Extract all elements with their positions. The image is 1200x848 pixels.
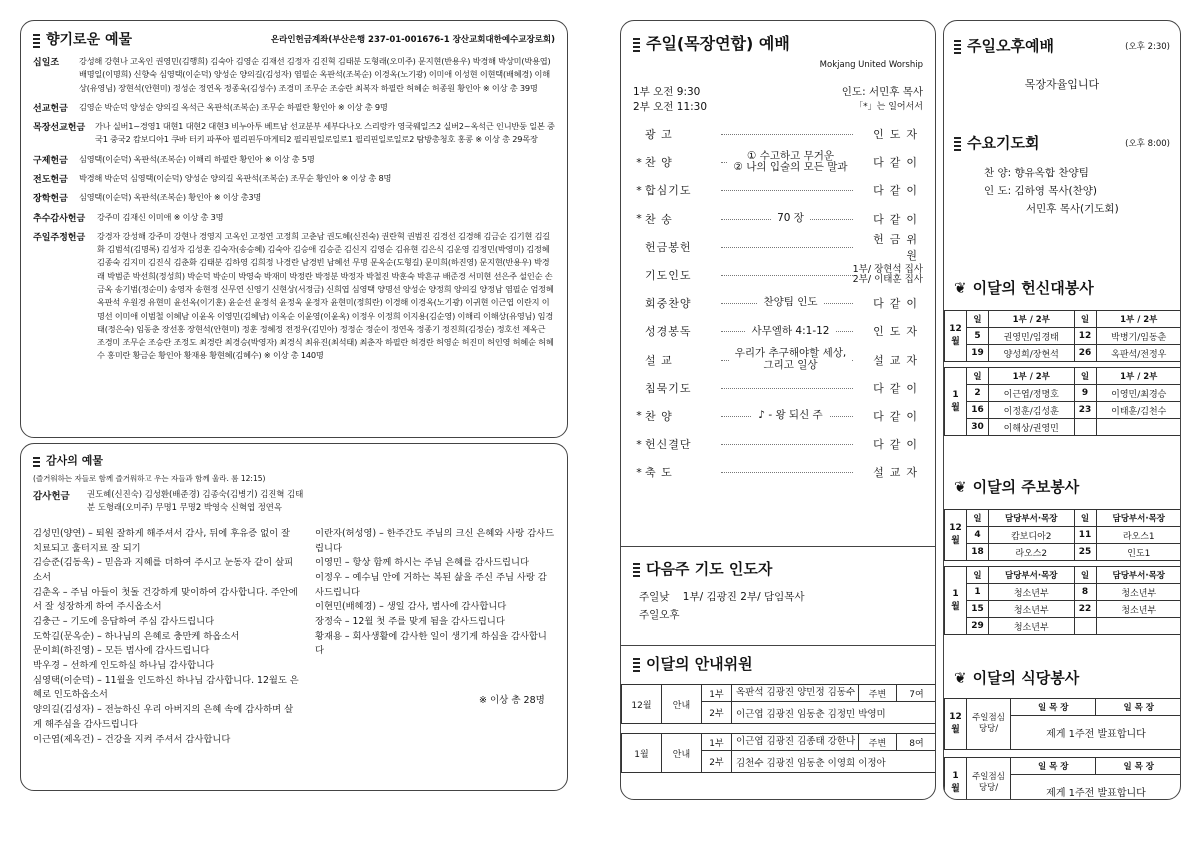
day-cell: 26 [1074,345,1096,362]
ushers-title: 이달의 안내위원 [646,655,753,673]
dots-icon [33,33,40,48]
service-star: * [636,212,642,226]
offering-label: 장학헌금 [33,194,68,205]
service-row [633,148,923,176]
service-detail-text: ① 수고하고 무거운 ② 나의 입술의 모든 말과 [727,151,853,174]
offering-label: 전도헌금 [33,174,68,185]
thanks-item: 이란자(허성영) – 한주간도 주님의 크신 은혜와 사랑 감사드립니다 [315,527,555,554]
service-leader: 설교자 [873,466,923,480]
dedication-title-wrap [944,277,1181,298]
thanks-item: 김승준(김동욱) – 믿음과 지혜를 더하여 주시고 눈동자 같이 살피소서 [33,557,294,583]
service-time-2: 2부 오전 11:30 [633,101,708,113]
next-prayer-day-text: 1부/ 김광진 2부/ 담임목사 [682,591,805,603]
thanks-item: 장정숙 – 12월 첫 주를 맞게 됨을 감사드립니다 [315,616,505,627]
table-row [945,328,1182,345]
table-row [945,402,1182,419]
assignee-cell [1096,419,1181,436]
flower-icon: ❦ [954,478,967,496]
table-row [945,544,1182,561]
service-leader: 다같이 [873,156,923,170]
service-name: 찬 양 [645,156,673,170]
usher-count: 8여 [897,734,937,751]
cafeteria-title-wrap [944,667,1181,688]
service-leader: 다같이 [873,297,923,311]
flower-icon: ❦ [954,669,967,687]
day-cell: 15 [967,601,989,618]
header-cell: 일 목 장 [1096,699,1181,716]
spacer-cell [945,750,1182,758]
header-cell: 담당부서·목장 [1096,567,1181,584]
month-cell: 1 월 [945,758,967,801]
thanks-offering-text: 권도혜(신진숙) 김성환(배준경) 김종숙(김병기) 김진혁 김태분 도형래(오미주) 무명1 무명2 박영숙 신혁엽 정연옥 [87,489,304,513]
service-leader: 다같이 [873,409,923,423]
day-cell: 8 [1074,584,1096,601]
assignee-cell: 박병기/임동춘 [1096,328,1181,345]
offering-label: 십일조 [33,58,60,68]
usher-month: 1월 [622,734,662,773]
header-cell: 일 목 장 [1096,758,1181,775]
thanks-item: 황재용 – 회사생활에 감사한 일이 생기게 하심을 감사합니다 [315,630,547,657]
thanks-item: 도학길(문옥순) – 하나님의 은혜로 충만케 하옵소서 [33,630,240,642]
cafeteria-text: 제게 1주전 발표합니다 [1011,716,1182,750]
offering-row [33,55,555,95]
assignee-cell: 이정훈/김성훈 [989,402,1075,419]
assignee-cell: 이영민/최경승 [1096,385,1181,402]
offering-row [33,172,555,185]
offering-names: 박경해 박순덕 심영택(이순덕) 양성순 양의길 옥판석(조복순) 조무순 황인아 ※ 이상 총 8명 [79,172,392,183]
offerings-panel [20,20,568,438]
table-row [945,345,1182,362]
offering-label: 구제헌금 [33,155,68,166]
service-name: 회중찬양 [645,297,692,311]
afternoon-title-wrap [954,35,1054,56]
order-of-service [633,120,923,486]
day-cell: 19 [967,345,989,362]
service-star: * [636,155,642,169]
assignee-cell: 권영민/임경태 [989,328,1075,345]
month-cell: 1 월 [945,368,967,436]
wednesday-leader: 인 도: 김하영 목사(찬양) [984,184,1098,197]
table-header-row [945,699,1182,716]
header-cell: 일 [1074,311,1096,328]
wednesday-title: 수요기도회 [967,134,1040,152]
day-cell: 5 [967,328,989,345]
table-header-row [945,510,1182,527]
ushers-title-wrap [621,653,936,674]
service-star: * [636,183,642,197]
thanks-subtitle: (즐거워하는 자들로 함께 즐거워하고 우는 자들과 함께 울라. 롬 12:15) [33,474,266,483]
wednesday-praise: 찬 양: 향유옥합 찬양팀 [984,167,1089,179]
service-name: 침묵기도 [645,381,692,395]
thanks-item: 김춘옥 – 주님 아들이 첫돌 건강하게 맞이하여 감사합니다. 주안에서 잘 성장하게 하여 주시옵소서 [33,586,298,613]
service-leader: 다같이 [873,184,923,198]
header-cell: 담당부서·목장 [989,510,1075,527]
table-header-row [945,368,1182,385]
assignee-cell: 이해상/권영민 [989,419,1075,436]
thanks-panel [20,443,568,791]
table-row [945,385,1182,402]
table-header-row [945,758,1182,775]
service-detail-text: ♪ - 왕 되신 주 [752,410,828,422]
spacer-row [945,750,1182,758]
thanks-item: 박우경 – 선하게 인도하실 하나님 감사합니다 [33,660,215,672]
thanks-item: 이현민(배혜경) – 생일 감사, 범사에 감사합니다 [315,601,507,613]
divider [621,546,936,547]
service-row [633,205,923,233]
usher-names: 김천수 김광진 임동춘 이영희 이정아 [732,751,937,773]
offering-label: 선교헌금 [33,103,68,114]
offering-row [33,120,555,147]
offering-names: 강경자 강성해 강주미 강현나 경영지 고옥인 고정연 고정희 고춘남 권도혜(신진숙) 권란혁 권범진 김경선 김경해 김금순 김기현 김길화 김범석(김명록) 김성자 김성훈 김숙자(송승혜) 김숙아 김승애 김승준 김신지 김영순 김유현 김은식 김운영 김정민(박영미) 김정혜 김종숙 김지미 김진식 김춘화 김태분 김하영 김희정 나경란 남경빈 남혜선 무명 문옥순(도형길) 문미희(하진영) 문지현(반용우) 박경래 박범준 박선희(정성희) 박순덕 박순미 박영숙 박재미 박정란 박정분 박정자 박철진 박훈숙 박흔규 배준경 서미현 선은주 설인순 손금옥 송기범(정순미) 송영자 송현정 신무연 신영기 신현상(서정금) 신희엽 심영택 양명선 양성순 양정희 양의길 양정남 염필순 엄정혜 옥판석 우원경 유현미 윤선옥(이기훈) 윤순선 윤정석 윤정욱 윤정자 윤현미(정희란) 이경해 이경옥(노기광) 이귀현 이근엽 이란지 이명선 이미애 이범철 이혜남 이윤옥 이영민(김혜남) 이옥순 이윤영(이윤옥) 이정우 이정희 이지용(김순영) 이해리 이해상(유영님) 임경태(정은숙) 임동춘 장선홍 장현석(안현미) 정훈 정혜정 전정우(김민아) 정정순 정순이 정연옥 정종기 정진희(김정순) 정호선 제옥근 조경미 조무순 조승란 조정도 최경란 최경승(박영자) 최경식 최유진(최석태) 최춘자 하필란 허경란 허영순 허진미 허인영 허혜순 허혜수 홍미란 황금순 황인아 황재용 황현혜(김혜수) ※ 이상 총 140명 [97,230,554,361]
service-row [633,233,923,261]
assignee-cell: 라오스2 [989,544,1075,561]
assignee-cell: 인도1 [1096,544,1181,561]
spacer-row [622,724,937,734]
assignee-cell: 옥판석/전정우 [1096,345,1181,362]
service-name: 축 도 [645,466,673,480]
afternoon-text: 목장자율입니다 [1024,78,1100,91]
usher-role: 안내 [662,734,702,773]
header-cell: 1부 / 2부 [1096,368,1181,385]
cafeteria-title: 이달의 식당봉사 [972,669,1080,687]
service-detail-text: 우리가 추구해야할 세상, 그리고 일상 [729,348,852,371]
month-cell: 1 월 [945,567,967,635]
divider [621,645,936,646]
table-header-row [945,311,1182,328]
offering-names: 심영택(이순덕) 옥판석(조복순) 이해리 하필란 황인아 ※ 이상 총 5명 [79,153,315,164]
table-row [945,601,1182,618]
day-cell: 16 [967,402,989,419]
worship-title-wrap [633,31,923,54]
header-cell: 담당부서·목장 [1096,510,1181,527]
usher-part: 2부 [702,702,732,724]
service-row [633,289,923,317]
header-cell: 일 [967,510,989,527]
leader-dots [721,388,853,389]
usher-row [622,685,937,702]
role-cell: 주일점심 당당/ [967,758,1011,801]
service-row [633,458,923,486]
service-detail-text: 찬양팀 인도 [757,297,823,309]
usher-row [622,734,937,751]
header-cell: 일 [967,567,989,584]
assignee-cell: 이근엽/정명호 [989,385,1075,402]
assignee-cell: 캄보디아2 [989,527,1075,544]
service-detail-text: 사무엘하 4:1-12 [746,326,836,338]
service-leader: 1부/ 장현석 집사 2부/ 이태훈 집사 [852,263,923,286]
service-star: * [636,409,642,423]
service-name: 헌금봉헌 [645,240,692,254]
day-cell: 2 [967,385,989,402]
usher-month: 12월 [622,685,662,724]
flower-icon: ❦ [954,279,967,297]
next-prayer-afternoon-label: 주일오후 [639,609,680,621]
service-name: 찬 양 [645,409,673,423]
header-cell: 일 [967,311,989,328]
service-name: 헌신결단 [645,438,692,452]
offering-names: 강주미 김재신 이미애 ※ 이상 총 3명 [97,211,224,222]
service-time-1: 1부 오전 9:30 [633,86,701,98]
service-leader: 다같이 [873,438,923,452]
assignee-cell [1096,618,1181,635]
worship-panel [620,20,936,800]
header-cell: 1부 / 2부 [989,368,1075,385]
dots-icon [954,39,961,54]
day-cell: 1 [967,584,989,601]
header-cell: 일 [1074,510,1096,527]
next-prayer-day-label: 주일낮 [639,591,670,603]
service-name: 광 고 [645,128,673,142]
offering-label: 목장선교헌금 [33,123,86,134]
usher-names: 이근엽 김광진 임동춘 김정민 박영미 [732,702,937,724]
assignee-cell: 청소년부 [1096,601,1181,618]
day-cell: 23 [1074,402,1096,419]
service-leader: 헌금위원 [873,232,923,262]
assignee-cell: 양성희/장현석 [989,345,1075,362]
service-row [633,346,923,374]
service-name: 기도인도 [645,269,692,283]
offering-label: 추수감사헌금 [33,213,86,224]
offerings-title-wrap [33,29,132,49]
service-leader: 인도: 서민후 목사 [841,86,923,98]
table-row [945,618,1182,635]
service-detail-text: 70 장 [771,213,810,225]
offering-names: 심영택(이순덕) 옥판석(조복순) 황인아 ※ 이상 총3명 [79,192,262,203]
thanks-item: 문이희(하진영) – 모든 범사에 감사드립니다 [33,645,210,657]
month-cell: 12 월 [945,311,967,362]
assignee-cell: 라오스1 [1096,527,1181,544]
header-cell: 일 [967,368,989,385]
wednesday-title-wrap [954,132,1039,153]
dots-icon [633,562,640,577]
thanks-item: 양의길(김성자) – 전능하신 우리 아버지의 은혜 속에 감사하며 살게 해주심을 감사드립니다 [33,704,294,730]
service-row [633,374,923,402]
usher-part: 1부 [702,734,732,751]
role-cell: 주일점심 당당/ [967,699,1011,750]
service-leader: 인도자 [873,128,923,142]
afternoon-title: 주일오후예배 [967,37,1054,55]
assignee-cell: 청소년부 [989,584,1075,601]
afternoon-time: (오후 2:30) [1125,41,1170,52]
dedication-title: 이달의 헌신대봉사 [972,279,1094,297]
thanks-item: 김성민(양연) – 퇴원 잘하게 해주셔서 감사, 뒤에 후유증 없이 잘 치료되고 훌터지료 잘 되기 [33,527,290,554]
offering-row [33,211,555,224]
thanks-total: ※ 이상 총 28명 [479,695,545,706]
wednesday-leader-2: 서민후 목사(기도회) [1026,202,1119,215]
usher-part: 1부 [702,685,732,702]
thanks-item: 이영민 – 항상 함께 하시는 주님 은혜를 감사드립니다 [315,557,529,569]
service-name: 찬 송 [645,212,673,226]
usher-names: 이근엽 김광진 김종태 강한나 [732,734,859,751]
offering-row [33,230,555,363]
service-row [633,317,923,345]
assignee-cell: 청소년부 [1096,584,1181,601]
usher-tag: 주변 [859,734,897,751]
table-header-row [945,567,1182,584]
assignee-cell: 청소년부 [989,618,1075,635]
usher-tag: 주변 [859,685,897,702]
header-cell: 담당부서·목장 [989,567,1075,584]
offering-names: 강성해 강현나 고옥인 권영민(김행희) 김숙아 김영순 김재선 김정자 김진혁 김태분 도형래(오미주) 문지현(반용우) 박경해 박상미(박용엽) 배명일(이명희) 신향숙 심영택(이순덕) 양성순 양의길(김성자) 염필순 옥판석(조복순) 이경옥(노기광) 이미애 이성현 이현택(배혜경) 이해상(유영님) 장현석(안현미) 정성순 정연옥 정종욱(김성수) 조경미 조무순 조승란 최복자 하필란 허혜순 허종원 황인아 ※ 이상 총 39명 [79,56,551,93]
cafeteria-text: 제게 1주전 발표합니다 [1011,775,1182,801]
dots-icon [33,456,40,467]
header-cell: 1부 / 2부 [1096,311,1181,328]
header-cell: 일 [1074,567,1096,584]
leader-dots [721,190,853,191]
thanks-title: 감사의 예물 [46,454,103,467]
table-row [945,584,1182,601]
day-cell: 18 [967,544,989,561]
service-leader: 설교자 [873,353,923,367]
service-row [633,176,923,204]
bulletin-table [944,509,1181,635]
offering-names: 가나 실버1~경영1 대현1 대현2 대현3 비누아투 베트남 선교분부 세부다나오 스리랑카 영국웨일즈2 실버2~옥석근 인니반둥 일본 중국1 중국2 캄보디아1 쿠바 터키 파푸아 필리핀두마게티2 필리핀일로일로1 필리핀일로일로2 탐방총청호 홍콩 ※ 이상 총 29목장 [95,121,555,145]
service-detail [720,151,861,174]
service-star: * [636,437,642,451]
day-cell: 22 [1074,601,1096,618]
thanks-right-column [315,527,555,747]
header-cell: 일 목 장 [1011,758,1096,775]
offering-names: 김영순 박순덕 양성순 양의길 옥석근 옥판석(조복순) 조무순 하필란 황인아 ※ 이상 총 9명 [79,101,388,112]
wednesday-time: (오후 8:00) [1125,138,1170,149]
worship-subtitle: Mokjang United Worship [819,60,923,70]
day-cell: 9 [1074,385,1096,402]
table-row [945,419,1182,436]
day-cell [1074,618,1096,635]
leader-dots [721,247,853,248]
day-cell: 25 [1074,544,1096,561]
leader-dots [721,275,853,276]
thanks-offering-label: 감사헌금 [33,491,70,502]
service-row [633,430,923,458]
service-star: * [636,465,642,479]
leader-dots [721,472,853,473]
offering-label: 주일주정헌금 [33,232,86,243]
thanks-item: 이근엽(제옥건) – 건강을 지켜 주셔서 감사합니다 [33,733,231,745]
standing-note: 「*」는 일어서서 [854,102,923,112]
service-leader: 다같이 [873,381,923,395]
worship-title: 주일(목장연합) 예배 [646,34,790,53]
leader-dots [721,134,853,135]
next-prayer-title-wrap [633,558,923,579]
account-info: 온라인헌금계좌(부산은행 237-01-001676-1 장산교회대한예수교장로회) [270,35,555,45]
service-name: 설 교 [645,353,673,367]
header-cell: 일 목 장 [1011,699,1096,716]
service-name: 합심기도 [645,184,692,198]
offering-row [33,191,555,204]
service-leader: 다같이 [873,212,923,226]
day-cell: 30 [967,419,989,436]
thanks-item: 이정우 – 예수님 안에 거하는 복된 삶을 주신 주님 사랑 감사드립니다 [315,571,547,598]
offering-row [33,153,555,166]
bulletin-title-wrap [944,476,1181,497]
dots-icon [633,657,640,672]
day-cell: 12 [1074,328,1096,345]
day-cell: 11 [1074,527,1096,544]
cafeteria-table [944,698,1181,800]
thanks-title-wrap [33,452,555,468]
assignee-cell: 이태훈/김천수 [1096,402,1181,419]
thanks-item: 심영택(이순덕) – 11월을 인도하신 하나님 감사합니다. 12월도 은혜로 인도하옵소서 [33,674,299,701]
usher-count: 7여 [897,685,937,702]
usher-part: 2부 [702,751,732,773]
month-cell: 12 월 [945,510,967,561]
service-detail [720,348,861,371]
ushers-table [621,684,936,773]
month-cell: 12 월 [945,699,967,750]
usher-names: 옥판석 김광진 양민정 김동수 [732,685,859,702]
day-cell: 4 [967,527,989,544]
usher-role: 안내 [662,685,702,724]
service-name: 성경봉독 [645,325,692,339]
offering-row [33,101,555,114]
dots-icon [633,37,640,52]
schedule-panel [943,20,1181,800]
assignee-cell: 청소년부 [989,601,1075,618]
day-cell [1074,419,1096,436]
table-row [945,527,1182,544]
next-prayer-title: 다음주 기도 인도자 [646,560,773,578]
thanks-item: 김충근 – 기도에 응답하여 주심 감사드립니다 [33,616,215,627]
service-row [633,402,923,430]
spacer-cell [622,724,937,734]
dots-icon [954,136,961,151]
leader-dots [721,444,853,445]
header-cell: 1부 / 2부 [989,311,1075,328]
service-leader: 인도자 [873,325,923,339]
header-cell: 일 [1074,368,1096,385]
offerings-title: 향기로운 예물 [46,32,133,48]
bulletin-title: 이달의 주보봉사 [972,478,1080,496]
day-cell: 29 [967,618,989,635]
dedication-table [944,310,1181,436]
service-row [633,261,923,289]
offerings-list [33,55,555,363]
thanks-left-column [33,527,301,747]
service-row [633,120,923,148]
